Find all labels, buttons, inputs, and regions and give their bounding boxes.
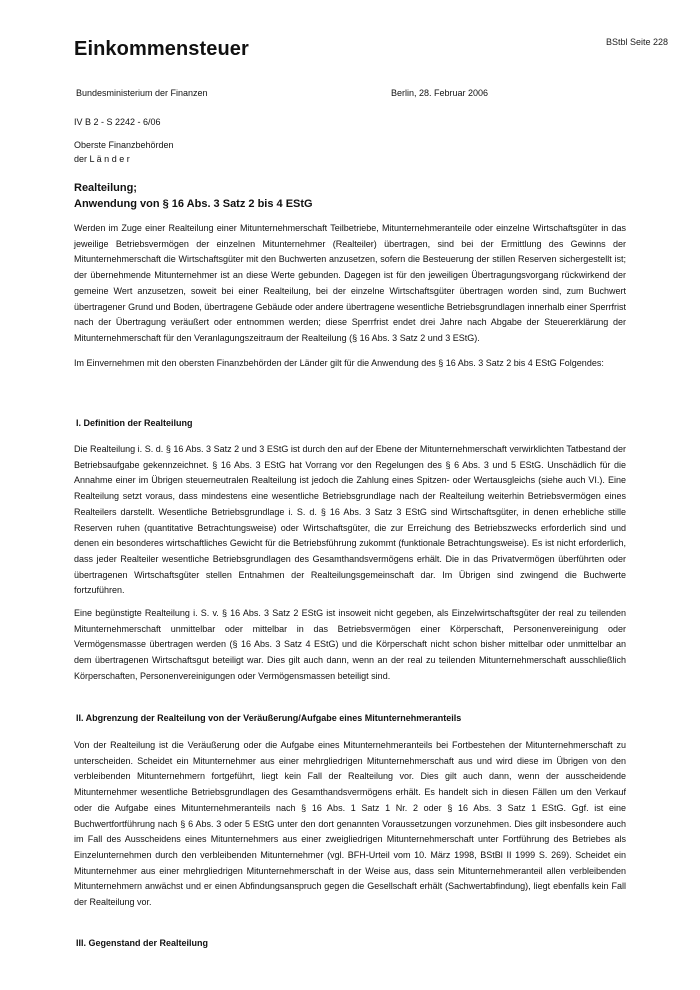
document-title: Einkommensteuer [74, 38, 249, 60]
recipient-line-1: Oberste Finanzbehörden [74, 140, 174, 150]
intro-paragraph-1: Werden im Zuge einer Realteilung einer Mitunternehmerschaft Teilbetriebe, Mitunternehmeranteile oder einzelne Wirtschaftsgüter in das jeweilige Betriebsvermögen der einzelnen Mitunternehmer (Realteiler) übertragen, sind bei der Ermittlung des Gewinns der Mitunternehmerschaft die Wirtschaftsgüter mit den Buchwerten anzusetzen, sofern die Besteuerung der stillen Reserven sichergestellt ist; der übernehmende Mitunternehmer ist an diese Werte gebunden. Dagegen ist für den jeweiligen Übertragungsvorgang rückwirkend der gemeine Wert anzusetzen, soweit bei einer Realteilung, bei der einzelne Wirtschaftsgüter übertragen worden sind, zum Buchwert übertragener Grund und Boden, übertragene Gebäude oder andere übertragene wesentliche Betriebsgrundlagen innerhalb einer Sperrfrist nach der Übertragung veräußert oder entnommen werden; diese Sperrfrist endet drei Jahre nach Abgabe der Steuererklärung der Mitunternehmerschaft für den Veranlagungszeitraum der Realteilung (§ 16 Abs. 3 Satz 2 und 3 EStG). [74, 223, 626, 343]
document-date: Berlin, 28. Februar 2006 [391, 88, 489, 98]
subject-heading [74, 180, 634, 212]
subject-line-2: Anwendung von § 16 Abs. 3 Satz 2 bis 4 EStG [74, 198, 313, 210]
section-1-paragraph-1: Die Realteilung i. S. d. § 16 Abs. 3 Satz 2 und 3 EStG ist durch den auf der Ebene der Mitunternehmerschaft verwirklichten Tatbestand der Betriebsaufgabe gekennzeichnet. § 16 Abs. 3 EStG hat Vorrang vor den Regelungen des § 6 Abs. 3 und 5 EStG. Unschädlich für die Annahme einer im Übrigen steuerneutralen Realteilung ist jedoch die Zahlung eines Spitzen- oder Wertausgleichs (siehe auch VI.). Eine Realteilung setzt voraus, dass mindestens eine wesentliche Betriebsgrundlage nach der Realteilung weiterhin Betriebsvermögen eines Realteilers darstellt. Wesentliche Betriebsgrundlage i. S. d. § 16 Abs. 3 Satz 3 EStG sind Wirtschaftsgüter, in denen erhebliche stille Reserven ruhen (quantitative Betrachtungsweise) oder Wirtschaftsgüter, die zur Erreichung des Betriebszwecks erforderlich sind und denen ein besonderes wirtschaftliches Gewicht für die Betriebsführung zukommt (funktionale Betrachtungsweise). Es ist nicht erforderlich, dass jeder Realteiler wesentliche Betriebsgrundlagen des Gesamthandsvermögens erhält. Die in das Privatvermögen überführten oder übertragenen Wirtschaftsgüter stellen Entnahmen der Realteilungsgemeinschaft dar. Im Übrigen sind zwingend die Buchwerte fortzuführen. [74, 444, 626, 596]
sender-ministry: Bundesministerium der Finanzen [76, 88, 208, 98]
section-heading-2: II. Abgrenzung der Realteilung von der Veräußerung/Aufgabe eines Mitunternehmeranteils [76, 713, 462, 723]
recipient-line-2: der L ä n d e r [74, 154, 130, 164]
intro-paragraph-2: Im Einvernehmen mit den obersten Finanzbehörden der Länder gilt für die Anwendung des § 16 Abs. 3 Satz 2 bis 4 EStG Folgendes: [74, 358, 604, 368]
section-1-paragraph-2: Eine begünstigte Realteilung i. S. v. § 16 Abs. 3 Satz 2 EStG ist insoweit nicht gegeben, als Einzelwirtschaftsgüter der real zu teilenden Mitunternehmerschaft unmittelbar oder mittelbar in das Betriebsvermögen einer Körperschaft, Personenvereinigung oder Vermögensmasse übertragen werden (§ 16 Abs. 3 Satz 4 EStG) und die Körperschaft nicht schon bisher mittelbar oder unmittelbar an dem übertragenen Wirtschaftsgut beteiligt war. Dies gilt auch dann, wenn an der real zu teilenden Mitunternehmerschaft ausschließlich Körperschaften, Personenvereinigungen oder Vermögensmassen beteiligt sind. [74, 608, 626, 681]
subject-line-1: Realteilung; [74, 182, 137, 194]
section-heading-3: III. Gegenstand der Realteilung [76, 938, 209, 948]
section-2-paragraph-1: Von der Realteilung ist die Veräußerung oder die Aufgabe eines Mitunternehmeranteils bei Fortbestehen der Mitunternehmerschaft zu unterscheiden. Scheidet ein Mitunternehmer aus einer mehrgliedrigen Mitunternehmerschaft aus und wird diese im Übrigen von den verbleibenden Mitunternehmern fortgeführt, liegt kein Fall der Realteilung vor. Dies gilt auch dann, wenn der ausscheidende Mitunternehmer wesentliche Betriebsgrundlagen des Gesamthandsvermögens erhält. Es handelt sich in diesen Fällen um den Verkauf oder die Aufgabe eines Mitunternehmeranteils nach § 16 Abs. 1 Satz 1 Nr. 2 oder § 16 Abs. 3 Satz 1 EStG. Ggf. ist eine Buchwertfortführung nach § 6 Abs. 3 oder 5 EStG unter den dort genannten Voraussetzungen vorzunehmen. Dies gilt insbesondere auch im Fall des Ausscheidens eines Mitunternehmers aus einer zweigliedrigen Mitunternehmerschaft unter Fortführung des Betriebes als Einzelunternehmen durch den verbleibenden Mitunternehmer (vgl. BFH-Urteil vom 10. März 1998, BStBl II 1999 S. 269). Scheidet ein Mitunternehmer aus einer mehrgliedrigen Mitunternehmerschaft in der Weise aus, dass sein Mitunternehmeranteil allen verbleibenden Mitunternehmern anwächst und er einen Abfindungsanspruch gegen die Gesellschaft erhält (Sachwertabfindung), liegt ebenfalls kein Fall der Realteilung vor. [74, 740, 626, 908]
section-heading-1: I. Definition der Realteilung [76, 418, 193, 428]
recipient-block [74, 138, 174, 166]
reference-number: IV B 2 - S 2242 - 6/06 [74, 117, 161, 127]
page-number: BStbl Seite 228 [605, 37, 668, 47]
